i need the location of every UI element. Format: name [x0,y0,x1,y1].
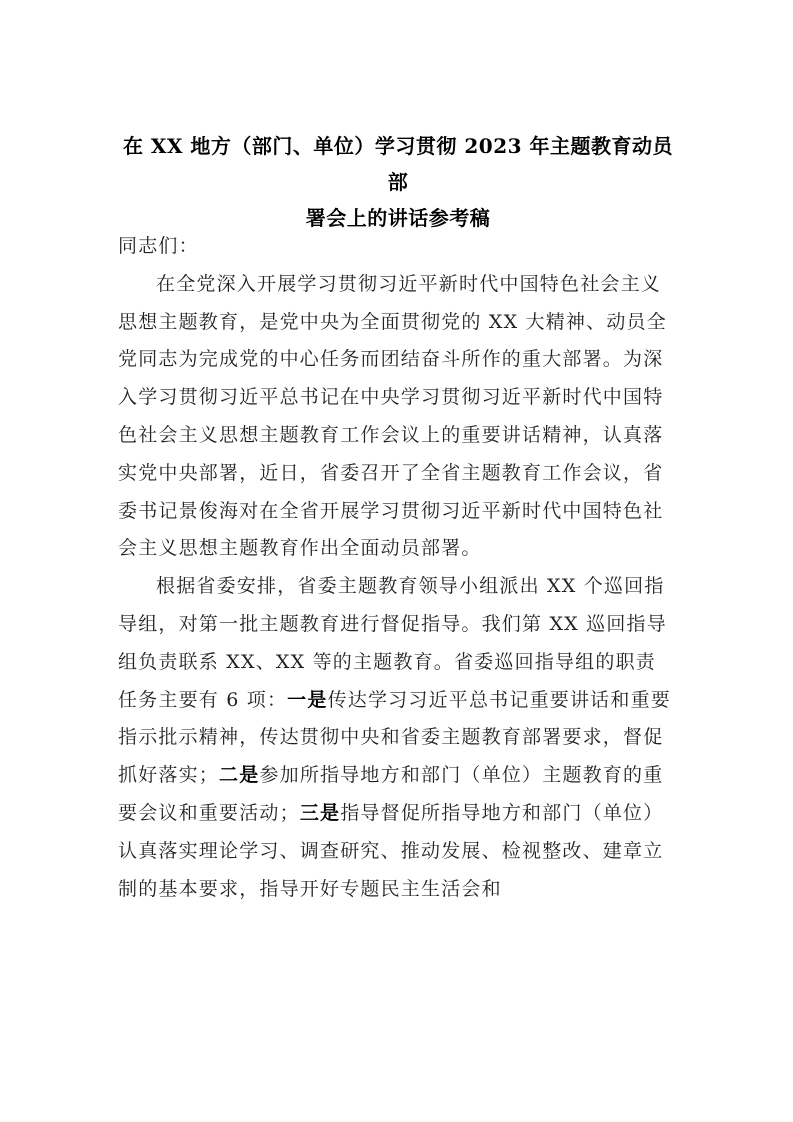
item-3-text: 指导督促所指导地方和部门（单位）认真落实理论学习、调查研究、推动发展、检视整改、建章立制的基本要求，指导开好专题民主生活会和 [118,801,664,900]
item-2-label: 二是 [219,764,260,787]
salutation: 同志们： [118,235,199,257]
item-1-text: 传达学习习近平总书记重要讲话和重要指示批示精神，传达贯彻中央和省委主题教育部署要求，督促抓好落实； [118,688,671,787]
paragraph-1: 在全党深入开展学习贯彻习近平新时代中国特色社会主义思想主题教育，是党中央为全面贯彻党的 XX 大精神、动员全党同志为完成党的中心任务而团结奋斗所作的重大部署。为深入学习贯彻习近平总书记在中央学习贯彻习近平新时代中国特色社会主义思想主题教育工作会议上的重要讲话精神，认真落实党中央部署，近日，省委召开了全省主题教育工作会议，省委书记景俊海对在全省开展学习贯彻习近平新时代中国特色社会主义思想主题教育作出全面动员部署。 [118,272,667,560]
item-2-text: 参加所指导地方和部门（单位）主题教育的重要会议和重要活动； [118,764,664,824]
title-line-2: 署会上的讲话参考稿 [305,206,491,230]
title-line-1: 在 XX 地方（部门、单位）学习贯彻 2023 年主题教育动员部 [122,134,674,194]
document-body [118,228,676,908]
paragraph-2-intro: 根据省委安排，省委主题教育领导小组派出 XX 个巡回指导组，对第一批主题教育进行督促指导。我们第 XX 巡回指导组负责联系 XX、XX 等的主题教育。省委巡回指导组的职责任务主要有 6 项： [118,575,667,711]
paragraph-2 [118,568,676,908]
item-1-label: 一是 [287,688,328,711]
document-title [118,128,678,236]
item-3-label: 三是 [299,801,341,824]
